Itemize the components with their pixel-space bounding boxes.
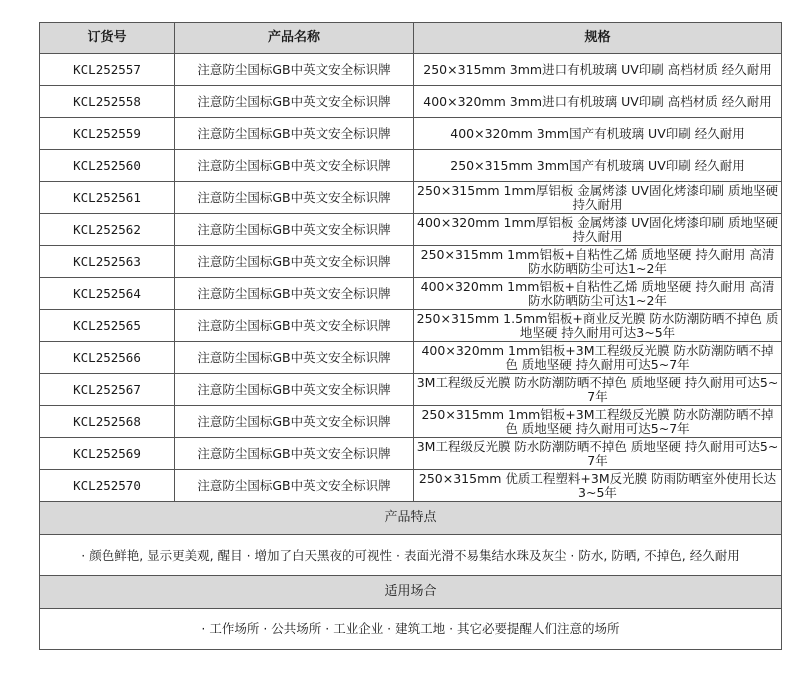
table-row	[40, 310, 782, 342]
places-text: · 工作场所 · 公共场所 · 工业企业 · 建筑工地 · 其它必要提醒人们注意的场所	[40, 609, 782, 650]
product-name-cell: 注意防尘国标GB中英文安全标识牌	[175, 278, 414, 310]
header-order-number: 订货号	[40, 23, 175, 54]
specification-cell: 400×320mm 1mm铝板+3M工程级反光膜 防水防潮防晒不掉色 质地坚硬 持久耐用可达5~7年	[414, 342, 782, 374]
header-product-name: 产品名称	[175, 23, 414, 54]
product-rows	[40, 54, 782, 502]
header-specification: 规格	[414, 23, 782, 54]
order-number-cell: KCL252568	[40, 406, 175, 438]
specification-cell: 3M工程级反光膜 防水防潮防晒不掉色 质地坚硬 持久耐用可达5~7年	[414, 438, 782, 470]
order-number-cell: KCL252570	[40, 470, 175, 502]
table-row	[40, 182, 782, 214]
specification-cell: 400×320mm 3mm进口有机玻璃 UV印刷 高档材质 经久耐用	[414, 86, 782, 118]
product-name-cell: 注意防尘国标GB中英文安全标识牌	[175, 406, 414, 438]
places-title-row	[40, 576, 782, 609]
specification-cell: 250×315mm 1.5mm铝板+商业反光膜 防水防潮防晒不掉色 质地坚硬 持久耐用可达3~5年	[414, 310, 782, 342]
product-name-cell: 注意防尘国标GB中英文安全标识牌	[175, 118, 414, 150]
product-name-cell: 注意防尘国标GB中英文安全标识牌	[175, 342, 414, 374]
product-name-cell: 注意防尘国标GB中英文安全标识牌	[175, 54, 414, 86]
product-name-cell: 注意防尘国标GB中英文安全标识牌	[175, 214, 414, 246]
order-number-cell: KCL252564	[40, 278, 175, 310]
specification-cell: 250×315mm 优质工程塑料+3M反光膜 防雨防晒室外使用长达3~5年	[414, 470, 782, 502]
product-name-cell: 注意防尘国标GB中英文安全标识牌	[175, 182, 414, 214]
order-number-cell: KCL252563	[40, 246, 175, 278]
specification-cell: 400×320mm 1mm铝板+自粘性乙烯 质地坚硬 持久耐用 高清防水防晒防尘可达1~2年	[414, 278, 782, 310]
table-row	[40, 438, 782, 470]
table-row	[40, 374, 782, 406]
specification-cell: 250×315mm 3mm进口有机玻璃 UV印刷 高档材质 经久耐用	[414, 54, 782, 86]
table-row	[40, 214, 782, 246]
specification-cell: 250×315mm 3mm国产有机玻璃 UV印刷 经久耐用	[414, 150, 782, 182]
product-name-cell: 注意防尘国标GB中英文安全标识牌	[175, 150, 414, 182]
order-number-cell: KCL252569	[40, 438, 175, 470]
order-number-cell: KCL252567	[40, 374, 175, 406]
header-row	[40, 23, 782, 54]
table-row	[40, 86, 782, 118]
specification-cell: 250×315mm 1mm铝板+3M工程级反光膜 防水防潮防晒不掉色 质地坚硬 持久耐用可达5~7年	[414, 406, 782, 438]
product-spec-table	[39, 22, 782, 650]
specification-cell: 250×315mm 1mm厚铝板 金属烤漆 UV固化烤漆印刷 质地坚硬 持久耐用	[414, 182, 782, 214]
product-name-cell: 注意防尘国标GB中英文安全标识牌	[175, 438, 414, 470]
order-number-cell: KCL252562	[40, 214, 175, 246]
table-row	[40, 470, 782, 502]
table-row	[40, 246, 782, 278]
order-number-cell: KCL252560	[40, 150, 175, 182]
specification-cell: 400×320mm 3mm国产有机玻璃 UV印刷 经久耐用	[414, 118, 782, 150]
product-name-cell: 注意防尘国标GB中英文安全标识牌	[175, 470, 414, 502]
specification-cell: 400×320mm 1mm厚铝板 金属烤漆 UV固化烤漆印刷 质地坚硬 持久耐用	[414, 214, 782, 246]
features-title-row	[40, 502, 782, 535]
product-name-cell: 注意防尘国标GB中英文安全标识牌	[175, 374, 414, 406]
table-row	[40, 342, 782, 374]
order-number-cell: KCL252558	[40, 86, 175, 118]
table-row	[40, 118, 782, 150]
product-name-cell: 注意防尘国标GB中英文安全标识牌	[175, 310, 414, 342]
table-row	[40, 54, 782, 86]
features-row	[40, 535, 782, 576]
table-row	[40, 278, 782, 310]
specification-cell: 3M工程级反光膜 防水防潮防晒不掉色 质地坚硬 持久耐用可达5~7年	[414, 374, 782, 406]
order-number-cell: KCL252557	[40, 54, 175, 86]
order-number-cell: KCL252565	[40, 310, 175, 342]
product-name-cell: 注意防尘国标GB中英文安全标识牌	[175, 86, 414, 118]
table-row	[40, 150, 782, 182]
order-number-cell: KCL252561	[40, 182, 175, 214]
product-name-cell: 注意防尘国标GB中英文安全标识牌	[175, 246, 414, 278]
places-row	[40, 609, 782, 650]
places-title: 适用场合	[40, 576, 782, 609]
order-number-cell: KCL252566	[40, 342, 175, 374]
specification-cell: 250×315mm 1mm铝板+自粘性乙烯 质地坚硬 持久耐用 高清防水防晒防尘可达1~2年	[414, 246, 782, 278]
features-title: 产品特点	[40, 502, 782, 535]
table-row	[40, 406, 782, 438]
features-text: · 颜色鲜艳, 显示更美观, 醒目 · 增加了白天黑夜的可视性 · 表面光滑不易集结水珠及灰尘 · 防水, 防晒, 不掉色, 经久耐用	[40, 535, 782, 576]
order-number-cell: KCL252559	[40, 118, 175, 150]
